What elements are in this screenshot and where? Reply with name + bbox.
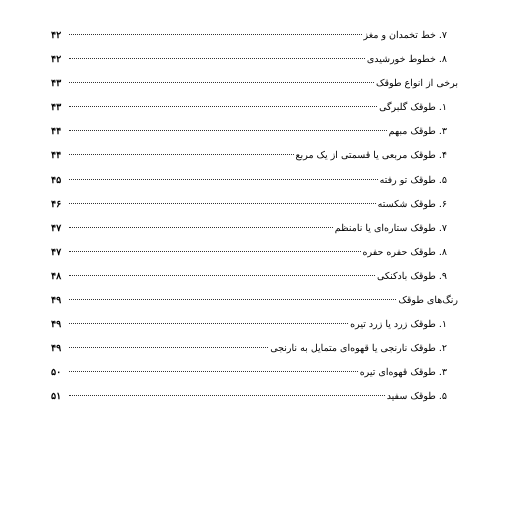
toc-page-number: ۴۲ <box>51 30 62 41</box>
toc-entry-title: ۹. طوقک بادکنکی <box>376 270 447 282</box>
toc-page-number: ۵۰ <box>51 367 62 379</box>
toc-leader-dots <box>69 323 348 324</box>
toc-page-number: ۴۷ <box>51 246 62 258</box>
toc-page-number: ۴۴ <box>51 126 62 138</box>
toc-entry[interactable] <box>51 217 458 241</box>
toc-entry[interactable] <box>51 24 458 48</box>
toc-entry[interactable] <box>51 96 458 120</box>
toc-entry-title: ۵. طوقک تو رفته <box>379 174 447 186</box>
toc-entry-title: ۶. طوقک شکسته <box>377 198 447 210</box>
toc-entry[interactable] <box>51 169 458 193</box>
toc-page-number: ۴۳ <box>51 78 62 90</box>
toc-entry[interactable] <box>51 385 458 409</box>
toc-page-number: ۴۵ <box>51 174 62 186</box>
toc-page-number: ۴۹ <box>51 295 62 307</box>
toc-entry[interactable] <box>51 265 458 289</box>
toc-leader-dots <box>69 34 362 35</box>
toc-entry-title: ۴. طوقک مربعی یا قسمتی از یک مربع <box>295 150 447 162</box>
toc-entry[interactable] <box>51 337 458 361</box>
toc-page-number: ۵۱ <box>51 391 62 403</box>
toc-entry[interactable] <box>51 193 458 217</box>
toc-entry[interactable] <box>51 361 458 385</box>
toc-entry-title: ۸. خطوط خورشیدی <box>366 54 447 66</box>
toc-leader-dots <box>69 371 358 372</box>
toc-leader-dots <box>69 58 365 59</box>
toc-leader-dots <box>69 227 333 228</box>
toc-leader-dots <box>69 179 378 180</box>
toc-page-number: ۴۲ <box>51 54 62 66</box>
toc-leader-dots <box>69 299 396 300</box>
toc-entry-title: ۸. طوقک حفره حفره <box>362 246 447 258</box>
toc-leader-dots <box>69 106 377 107</box>
toc-section-heading[interactable] <box>51 289 458 313</box>
toc-leader-dots <box>69 395 385 396</box>
toc-entry-title: برخی از انواع طوقک <box>376 78 458 90</box>
toc-page-number: ۴۳ <box>51 102 62 114</box>
toc-leader-dots <box>69 347 268 348</box>
toc-page-number: ۴۴ <box>51 150 62 162</box>
toc-entry-title: رنگ‌های طوقک <box>398 295 458 307</box>
toc-entry[interactable] <box>51 241 458 265</box>
toc-leader-dots <box>69 203 376 204</box>
toc-page-number: ۴۸ <box>51 270 62 282</box>
toc-entry[interactable] <box>51 313 458 337</box>
toc-page-number: ۴۹ <box>51 319 62 331</box>
toc-entry-title: ۱. طوقک زرد یا زرد تیره <box>350 319 447 331</box>
toc-entry[interactable] <box>51 120 458 144</box>
toc-leader-dots <box>69 275 375 276</box>
toc-page-number: ۴۹ <box>51 343 62 355</box>
toc-page-number: ۴۷ <box>51 222 62 234</box>
toc-leader-dots <box>69 130 387 131</box>
toc-entry-title: ۲. طوقک نارنجی یا قهوه‌ای متمایل به نارنجی <box>270 343 447 355</box>
toc-entry-title: ۵. طوقک سفید <box>386 391 447 403</box>
toc-entry-title: ۱. طوقک گلبرگی <box>379 102 447 114</box>
toc-entry-title: ۳. طوقک قهوه‌ای تیره <box>359 367 447 379</box>
toc-leader-dots <box>69 82 374 83</box>
toc-page-number: ۴۶ <box>51 198 62 210</box>
toc-entry-title: ۳. طوقک مبهم <box>388 126 447 138</box>
toc-entry-title: ۷. طوقک ستاره‌ای یا نامنظم <box>334 222 447 234</box>
table-of-contents <box>51 24 458 410</box>
toc-leader-dots <box>69 154 294 155</box>
toc-leader-dots <box>69 251 361 252</box>
toc-entry-title: ۷. خط تخمدان و مغز <box>363 30 447 41</box>
toc-entry[interactable] <box>51 48 458 72</box>
toc-section-heading[interactable] <box>51 72 458 96</box>
toc-entry[interactable] <box>51 144 458 168</box>
